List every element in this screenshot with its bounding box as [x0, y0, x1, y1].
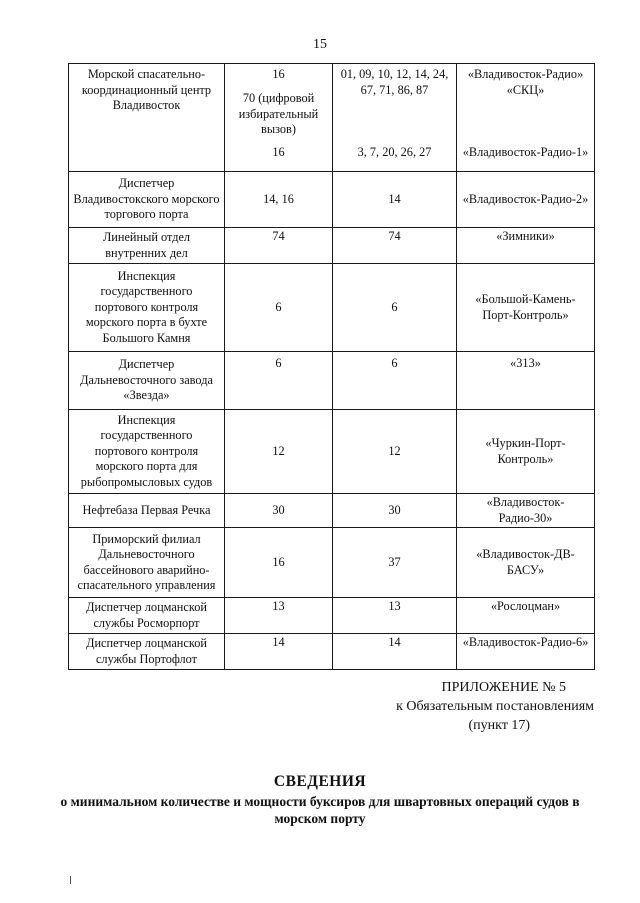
listening-channel-cell: 12	[333, 410, 457, 494]
listening-channel-cell: 37	[333, 528, 457, 598]
table-row	[69, 64, 595, 172]
table-row	[69, 228, 595, 264]
working-channel-cell: 16	[225, 528, 333, 598]
org-cell: Морской спасательно-координационный центр Владивосток	[69, 64, 225, 172]
callsign-cell	[457, 64, 595, 172]
table-row	[69, 264, 595, 352]
listening-channel-value: 01, 09, 10, 12, 14, 24, 67, 71, 86, 87	[340, 67, 449, 97]
listening-channel-cell: 74	[333, 228, 457, 264]
listening-channel-value: 3, 7, 20, 26, 27	[357, 145, 432, 159]
working-channel-cell: 30	[225, 494, 333, 528]
org-cell: Линейный отдел внутренних дел	[69, 228, 225, 264]
org-cell: Диспетчер Владивостокского морского торгового порта	[69, 172, 225, 228]
org-cell: Приморский филиал Дальневосточного бассейнового аварийно-спасательного управления	[69, 528, 225, 598]
working-channel-cell: 6	[225, 264, 333, 352]
working-channel-cell: 74	[225, 228, 333, 264]
org-cell: Диспетчер лоцманской службы Портофлот	[69, 634, 225, 670]
working-channel-cell: 13	[225, 598, 333, 634]
working-channel-cell: 14, 16	[225, 172, 333, 228]
callsign-cell: «313»	[457, 352, 595, 410]
appendix-clause: (пункт 17)	[468, 718, 530, 733]
working-channel-cell	[225, 64, 333, 172]
appendix-title: ПРИЛОЖЕНИЕ № 5	[441, 680, 566, 695]
org-cell: Инспекция государственного портового контроля морского порта в бухте Большого Камня	[69, 264, 225, 352]
listening-channel-cell: 14	[333, 634, 457, 670]
working-channel-cell: 14	[225, 634, 333, 670]
table-row	[69, 528, 595, 598]
working-channel-value: 70 (цифровой избирательный вызов)	[238, 91, 319, 136]
working-channel-value: 16	[272, 67, 285, 81]
callsign-cell: «Чуркин-Порт-Контроль»	[457, 410, 595, 494]
appendix-subtitle: к Обязательным постановлениям	[396, 699, 594, 714]
section-title: СВЕДЕНИЯ	[273, 773, 367, 790]
callsign-cell: «Владивосток-Радио-6»	[457, 634, 595, 670]
radio-channels-table	[68, 63, 595, 670]
table-row	[69, 172, 595, 228]
appendix-reference	[330, 678, 594, 735]
listening-channel-cell: 30	[333, 494, 457, 528]
listening-channel-cell: 13	[333, 598, 457, 634]
callsign-cell: «Владивосток-ДВ-БАСУ»	[457, 528, 595, 598]
org-cell: Диспетчер лоцманской службы Росморпорт	[69, 598, 225, 634]
table-row	[69, 352, 595, 410]
callsign-cell: «Рослоцман»	[457, 598, 595, 634]
listening-channel-cell	[333, 64, 457, 172]
working-channel-cell: 6	[225, 352, 333, 410]
table-row	[69, 494, 595, 528]
table-row	[69, 598, 595, 634]
callsign-cell: «Большой-Камень-Порт-Контроль»	[457, 264, 595, 352]
callsign-cell: «Зимники»	[457, 228, 595, 264]
callsign-value: «Владивосток-Радио» «СКЦ»	[467, 67, 584, 97]
listening-channel-cell: 6	[333, 264, 457, 352]
table-row	[69, 410, 595, 494]
callsign-cell: «Владивосток-Радио-2»	[457, 172, 595, 228]
listening-channel-cell: 6	[333, 352, 457, 410]
listening-channel-cell: 14	[333, 172, 457, 228]
callsign-value: «Владивосток-Радио-1»	[462, 145, 589, 159]
scan-mark	[70, 876, 71, 884]
working-channel-cell: 12	[225, 410, 333, 494]
callsign-cell: «Владивосток-Радио-30»	[457, 494, 595, 528]
org-cell: Диспетчер Дальневосточного завода «Звезда»	[69, 352, 225, 410]
table-row	[69, 634, 595, 670]
page-number: 15	[313, 37, 327, 52]
working-channel-value: 16	[272, 145, 285, 159]
org-cell: Инспекция государственного портового контроля морского порта для рыбопромысловых судов	[69, 410, 225, 494]
org-cell: Нефтебаза Первая Речка	[69, 494, 225, 528]
section-subtitle: о минимальном количестве и мощности буксиров для швартовных операций судов в морском порту	[60, 794, 580, 826]
